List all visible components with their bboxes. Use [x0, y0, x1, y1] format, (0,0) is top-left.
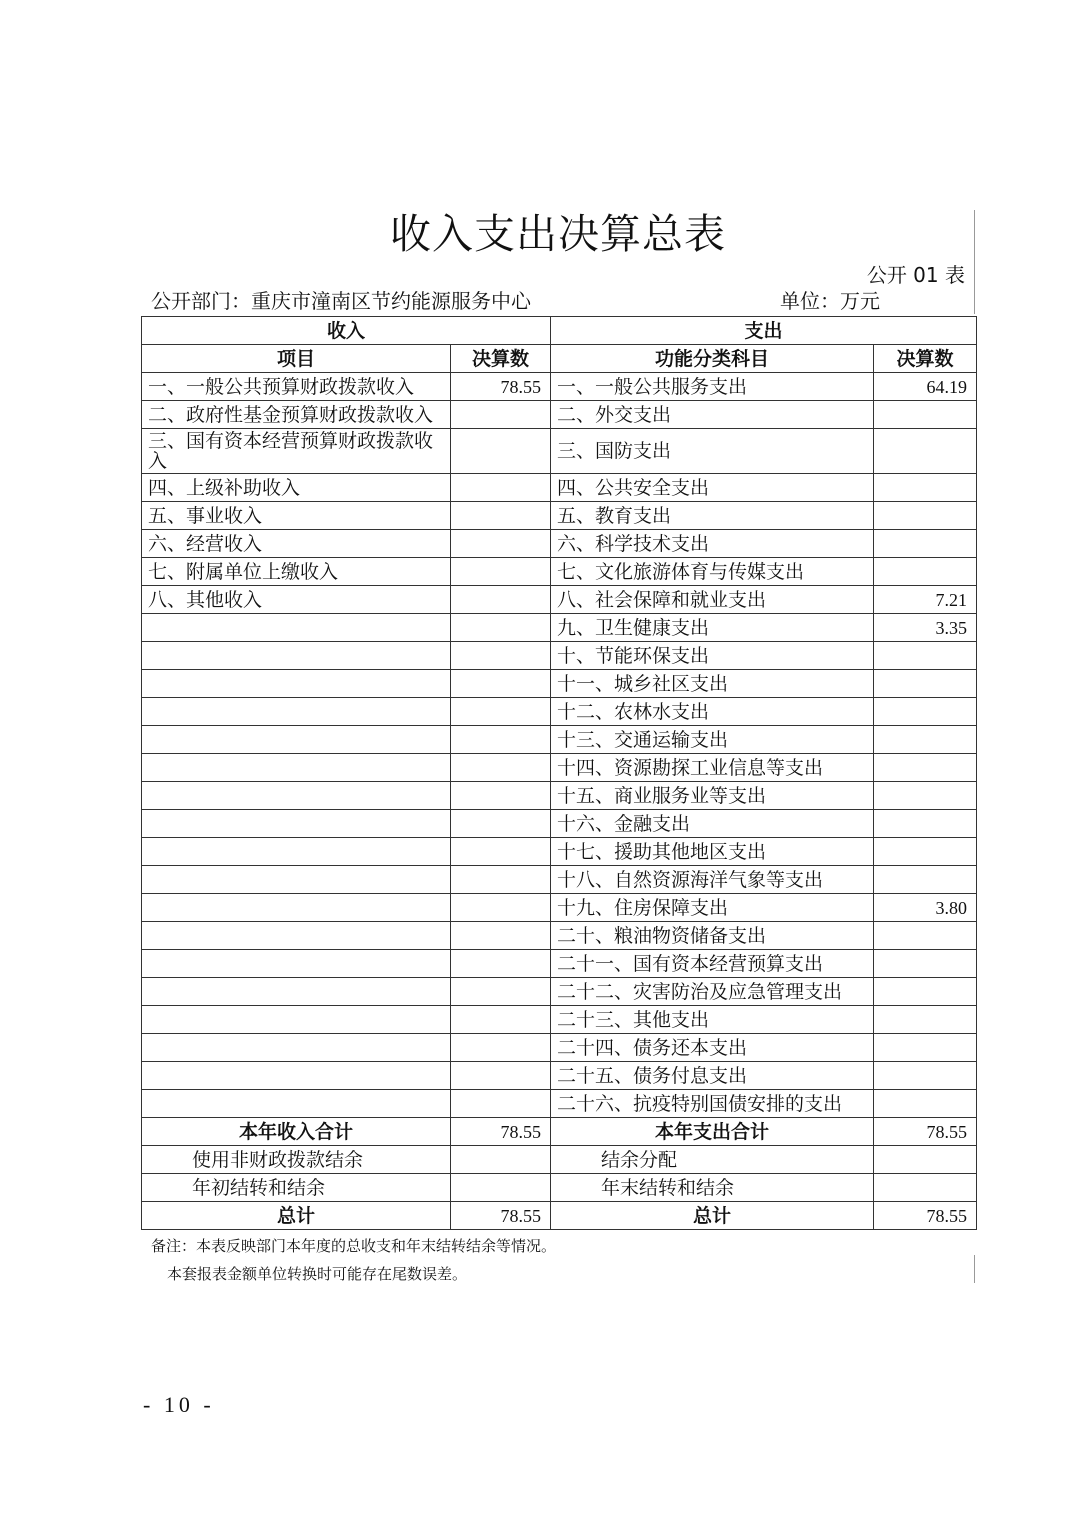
- table-row: [142, 373, 977, 401]
- nonfiscal-balance-value: [451, 1146, 551, 1174]
- income-item-cell: 八、其他收入: [142, 586, 451, 614]
- expense-item-cell: 二十四、债务还本支出: [551, 1034, 874, 1062]
- grand-total-expense-value: 78.55: [874, 1202, 977, 1230]
- income-item-cell: [142, 1090, 451, 1118]
- grand-total-income-value: 78.55: [451, 1202, 551, 1230]
- income-item-cell: [142, 670, 451, 698]
- table-row: [142, 754, 977, 782]
- table-row: [142, 838, 977, 866]
- notes: [151, 1232, 556, 1288]
- expense-item-cell: 二十一、国有资本经营预算支出: [551, 950, 874, 978]
- page-number: - 10 -: [143, 1392, 215, 1417]
- section-header-row: [142, 317, 977, 345]
- year-income-total-label: 本年收入合计: [142, 1118, 451, 1146]
- item-column-header: 项目: [142, 345, 451, 373]
- income-amount-cell: [451, 670, 551, 698]
- income-amount-cell: [451, 950, 551, 978]
- expense-item-cell: 二十二、灾害防治及应急管理支出: [551, 978, 874, 1006]
- grand-total-income-label: 总计: [142, 1202, 451, 1230]
- expense-item-cell: 十一、城乡社区支出: [551, 670, 874, 698]
- balance-row: [142, 1146, 977, 1174]
- income-item-cell: 六、经营收入: [142, 530, 451, 558]
- expense-item-cell: 十八、自然资源海洋气象等支出: [551, 866, 874, 894]
- table-row: [142, 1062, 977, 1090]
- income-item-cell: [142, 950, 451, 978]
- expense-item-cell: 十二、农林水支出: [551, 698, 874, 726]
- table-row: [142, 1034, 977, 1062]
- year-income-total-value: 78.55: [451, 1118, 551, 1146]
- margin-line-top: [974, 210, 975, 314]
- income-amount-cell: [451, 614, 551, 642]
- table-row: [142, 614, 977, 642]
- income-amount-cell: [451, 1006, 551, 1034]
- expense-amount-cell: [874, 558, 977, 586]
- expense-amount-cell: 3.80: [874, 894, 977, 922]
- nonfiscal-balance-label: 使用非财政拨款结余: [142, 1146, 451, 1174]
- income-amount-cell: 78.55: [451, 373, 551, 401]
- income-item-cell: [142, 1034, 451, 1062]
- income-item-cell: [142, 726, 451, 754]
- expense-amount-cell: [874, 978, 977, 1006]
- expense-item-cell: 十九、住房保障支出: [551, 894, 874, 922]
- table-row: [142, 726, 977, 754]
- expense-item-cell: 十六、金融支出: [551, 810, 874, 838]
- department-label: 公开部门：重庆市潼南区节约能源服务中心: [151, 289, 531, 313]
- expense-item-cell: 一、一般公共服务支出: [551, 373, 874, 401]
- expense-item-cell: 五、教育支出: [551, 502, 874, 530]
- income-amount-cell: [451, 502, 551, 530]
- expense-item-cell: 四、公共安全支出: [551, 474, 874, 502]
- expense-item-cell: 七、文化旅游体育与传媒支出: [551, 558, 874, 586]
- income-amount-cell: [451, 782, 551, 810]
- table-row: [142, 782, 977, 810]
- income-amount-cell: [451, 474, 551, 502]
- expense-amount-cell: [874, 810, 977, 838]
- expense-item-cell: 二十五、债务付息支出: [551, 1062, 874, 1090]
- expense-amount-cell: [874, 726, 977, 754]
- table-row: [142, 698, 977, 726]
- expense-amount-cell: 64.19: [874, 373, 977, 401]
- expense-amount-cell: [874, 782, 977, 810]
- year-total-row: [142, 1118, 977, 1146]
- expense-item-cell: 十三、交通运输支出: [551, 726, 874, 754]
- expense-item-cell: 二十、粮油物资储备支出: [551, 922, 874, 950]
- expense-amount-cell: [874, 642, 977, 670]
- surplus-distribution-label: 结余分配: [551, 1146, 874, 1174]
- table-row: [142, 810, 977, 838]
- income-item-cell: [142, 698, 451, 726]
- income-amount-cell: [451, 401, 551, 429]
- table-row: [142, 558, 977, 586]
- income-item-cell: [142, 1006, 451, 1034]
- page-title: 收入支出决算总表: [390, 210, 726, 258]
- income-amount-cell: [451, 754, 551, 782]
- income-item-cell: [142, 754, 451, 782]
- income-amount-cell: [451, 922, 551, 950]
- end-carryover-label: 年末结转和结余: [551, 1174, 874, 1202]
- grand-total-row: [142, 1202, 977, 1230]
- table-row: [142, 401, 977, 429]
- expense-amount-cell: [874, 670, 977, 698]
- expense-amount-cell: [874, 866, 977, 894]
- income-amount-cell: [451, 698, 551, 726]
- income-item-cell: [142, 838, 451, 866]
- income-item-cell: [142, 782, 451, 810]
- table-row: [142, 502, 977, 530]
- column-header-row: [142, 345, 977, 373]
- expense-amount-cell: [874, 502, 977, 530]
- expense-item-cell: 二十三、其他支出: [551, 1006, 874, 1034]
- note-line: 本套报表金额单位转换时可能存在尾数误差。: [167, 1265, 468, 1283]
- note-line: 备注：本表反映部门本年度的总收支和年末结转结余等情况。: [151, 1237, 557, 1255]
- income-amount-cell: [451, 1090, 551, 1118]
- expense-amount-cell: [874, 698, 977, 726]
- income-amount-cell: [451, 558, 551, 586]
- table-row: [142, 474, 977, 502]
- expense-amount-cell: 3.35: [874, 614, 977, 642]
- income-amount-cell: [451, 1062, 551, 1090]
- expense-item-cell: 八、社会保障和就业支出: [551, 586, 874, 614]
- expense-item-cell: 十、节能环保支出: [551, 642, 874, 670]
- expense-amount-header: 决算数: [874, 345, 977, 373]
- expense-amount-cell: [874, 1090, 977, 1118]
- table-row: [142, 922, 977, 950]
- income-item-cell: 七、附属单位上缴收入: [142, 558, 451, 586]
- income-item-cell: 一、一般公共预算财政拨款收入: [142, 373, 451, 401]
- table-row: [142, 950, 977, 978]
- expense-amount-cell: [874, 1006, 977, 1034]
- income-section-header: 收入: [142, 317, 551, 345]
- expense-amount-cell: [874, 474, 977, 502]
- end-carryover-value: [874, 1174, 977, 1202]
- expense-amount-cell: [874, 950, 977, 978]
- income-item-cell: [142, 1062, 451, 1090]
- grand-total-expense-label: 总计: [551, 1202, 874, 1230]
- income-amount-cell: [451, 586, 551, 614]
- expense-item-cell: 九、卫生健康支出: [551, 614, 874, 642]
- expense-item-cell: 六、科学技术支出: [551, 530, 874, 558]
- income-item-cell: [142, 866, 451, 894]
- table-row: [142, 586, 977, 614]
- expense-amount-cell: [874, 530, 977, 558]
- income-amount-cell: [451, 642, 551, 670]
- income-item-cell: [142, 810, 451, 838]
- table-row: [142, 1090, 977, 1118]
- table-row: [142, 670, 977, 698]
- table-row: [142, 1006, 977, 1034]
- expense-amount-cell: 7.21: [874, 586, 977, 614]
- income-amount-header: 决算数: [451, 345, 551, 373]
- table-row: [142, 530, 977, 558]
- table-row: [142, 866, 977, 894]
- income-amount-cell: [451, 1034, 551, 1062]
- income-item-cell: [142, 922, 451, 950]
- income-item-cell: [142, 978, 451, 1006]
- year-expense-total-value: 78.55: [874, 1118, 977, 1146]
- income-amount-cell: [451, 726, 551, 754]
- expense-item-cell: 十四、资源勘探工业信息等支出: [551, 754, 874, 782]
- expense-amount-cell: [874, 401, 977, 429]
- table-row: [142, 642, 977, 670]
- table-row: [142, 429, 977, 474]
- form-number: 公开 01 表: [866, 263, 965, 287]
- carryover-row: [142, 1174, 977, 1202]
- expense-amount-cell: [874, 922, 977, 950]
- income-item-cell: 二、政府性基金预算财政拨款收入: [142, 401, 451, 429]
- income-amount-cell: [451, 429, 551, 474]
- income-amount-cell: [451, 810, 551, 838]
- income-expense-table: [141, 316, 977, 1230]
- income-item-cell: [142, 614, 451, 642]
- income-amount-cell: [451, 894, 551, 922]
- income-item-cell: 三、国有资本经营预算财政拨款收入: [142, 429, 451, 474]
- expense-amount-cell: [874, 1062, 977, 1090]
- surplus-distribution-value: [874, 1146, 977, 1174]
- income-item-cell: 四、上级补助收入: [142, 474, 451, 502]
- expense-amount-cell: [874, 838, 977, 866]
- income-amount-cell: [451, 530, 551, 558]
- income-amount-cell: [451, 978, 551, 1006]
- income-item-cell: [142, 894, 451, 922]
- margin-line-bottom: [974, 1255, 975, 1283]
- expense-item-cell: 十七、援助其他地区支出: [551, 838, 874, 866]
- expense-amount-cell: [874, 1034, 977, 1062]
- expense-amount-cell: [874, 754, 977, 782]
- unit-label: 单位：万元: [780, 289, 880, 313]
- income-item-cell: 五、事业收入: [142, 502, 451, 530]
- begin-carryover-value: [451, 1174, 551, 1202]
- expense-section-header: 支出: [551, 317, 977, 345]
- table-row: [142, 894, 977, 922]
- expense-amount-cell: [874, 429, 977, 474]
- year-expense-total-label: 本年支出合计: [551, 1118, 874, 1146]
- income-amount-cell: [451, 838, 551, 866]
- expense-item-cell: 二、外交支出: [551, 401, 874, 429]
- expense-item-cell: 三、国防支出: [551, 429, 874, 474]
- function-subject-header: 功能分类科目: [551, 345, 874, 373]
- expense-item-cell: 十五、商业服务业等支出: [551, 782, 874, 810]
- income-amount-cell: [451, 866, 551, 894]
- expense-item-cell: 二十六、抗疫特别国债安排的支出: [551, 1090, 874, 1118]
- income-item-cell: [142, 642, 451, 670]
- begin-carryover-label: 年初结转和结余: [142, 1174, 451, 1202]
- table-row: [142, 978, 977, 1006]
